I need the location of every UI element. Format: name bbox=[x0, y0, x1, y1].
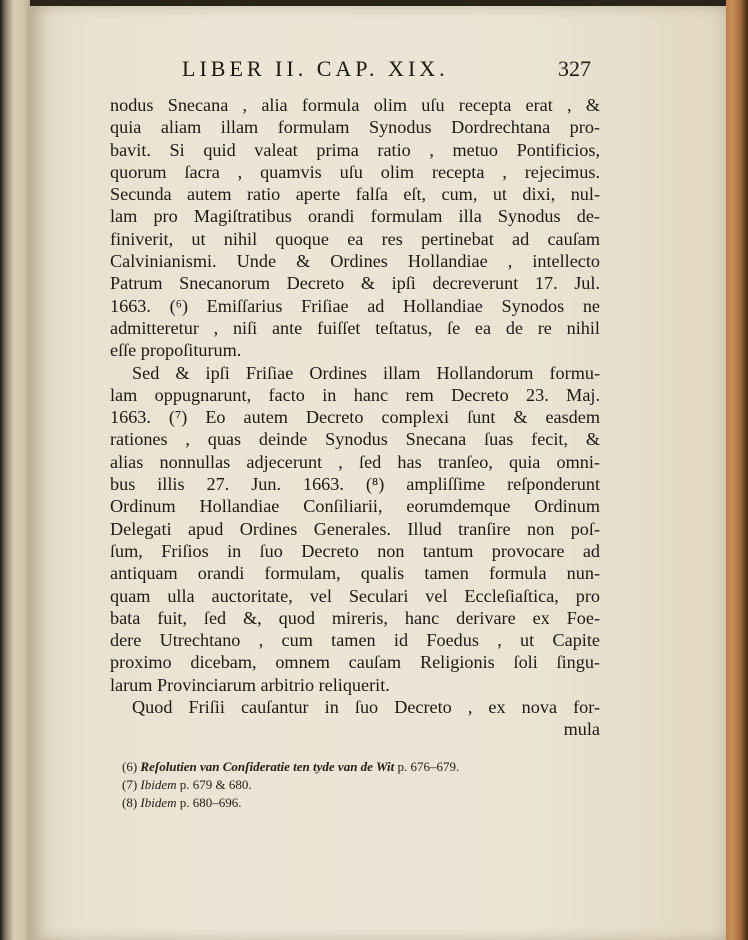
text-line: proximo dicebam, omnem cauſam Religionis ſoli ſingu- bbox=[110, 652, 600, 673]
book-page bbox=[30, 6, 726, 940]
text-line: 1663. (⁶) Emiſſarius Friſiae ad Hollandiae Synodos ne bbox=[110, 295, 600, 316]
body-text bbox=[110, 94, 600, 741]
footnote bbox=[122, 776, 562, 794]
text-line: quorum ſacra , quamvis uſu olim recepta , rejecimus. bbox=[110, 161, 600, 182]
page-number: 327 bbox=[558, 56, 591, 81]
footnote-reference: Reſolutien van Conſideratie ten tyde van de Wit bbox=[140, 759, 395, 774]
text-line: Sed & ipſi Friſiae Ordines illam Hollandorum formu- bbox=[132, 362, 600, 383]
text-line: Quod Friſii cauſantur in ſuo Decreto , ex nova for- bbox=[132, 697, 600, 718]
footnotes bbox=[122, 758, 562, 812]
text-line: 1663. (⁷) Eo autem Decreto complexi ſunt & easdem bbox=[110, 407, 600, 428]
text-line: quam ulla auctoritate, vel Seculari vel Eccleſiaſtica, pro bbox=[110, 585, 600, 606]
text-line: Calvinianismi. Unde & Ordines Hollandiae , intellecto bbox=[110, 251, 600, 272]
text-line: bata fuit, ſed &, quod mireris, hanc derivare ex Foe- bbox=[110, 607, 600, 628]
text-line: rationes , quas deinde Synodus Snecana ſuas fecit, & bbox=[110, 429, 600, 450]
text-line: bavit. Si quid valeat prima ratio , metuo Pontificios, bbox=[110, 139, 600, 160]
text-line: dere Utrechtano , cum tamen id Foedus , ut Capite bbox=[110, 630, 600, 651]
text-line: lam oppugnarunt, facto in hanc rem Decreto 23. Maj. bbox=[110, 384, 600, 405]
catchword: mula bbox=[563, 719, 600, 740]
footnote-mark: (8) bbox=[122, 795, 138, 810]
footnote bbox=[122, 794, 562, 812]
text-line: Ordinum Hollandiae Conſiliarii, eorumdemque Ordinum bbox=[110, 496, 600, 517]
footnote-location: p. 680–696. bbox=[179, 795, 242, 810]
text-line: quia aliam illam formulam Synodus Dordrechtana pro- bbox=[110, 117, 600, 138]
text-line: antiquam orandi formulam, qualis tamen formula nun- bbox=[110, 563, 600, 584]
text-line: nodus Snecana , alia formula olim uſu recepta erat , & bbox=[110, 95, 600, 115]
running-head bbox=[182, 56, 602, 82]
text-line: alias nonnullas adjecerunt , ſed has tranſeo, quia omni- bbox=[110, 451, 600, 472]
footnote-mark: (6) bbox=[122, 759, 138, 774]
running-title: LIBER II. CAP. XIX. bbox=[182, 56, 449, 81]
previous-page-edge bbox=[0, 0, 30, 940]
text-line: ſum, Friſios in ſuo Decreto non tantum provocare ad bbox=[110, 540, 600, 561]
text-line: bus illis 27. Jun. 1663. (⁸) ampliſſime reſponderunt bbox=[110, 474, 600, 495]
text-line: Secunda autem ratio aperte falſa eſt, cum, ut dixi, nul- bbox=[110, 184, 600, 205]
footnote-location: p. 676–679. bbox=[397, 759, 460, 774]
page-block-edge bbox=[726, 0, 748, 940]
text-line: admitteretur , niſi ante fuiſſet teſtatus, ſe ea de re nihil bbox=[110, 317, 600, 338]
footnote-location: p. 679 & 680. bbox=[179, 777, 252, 792]
text-line: lam pro Magiſtratibus orandi formulam illa Synodus de- bbox=[110, 206, 600, 227]
text-line: Delegati apud Ordines Generales. Illud tranſire non poſ- bbox=[110, 518, 600, 539]
footnote bbox=[122, 758, 562, 776]
text-line: finiverit, ut nihil quoque ea res pertinebat ad cauſam bbox=[110, 228, 600, 249]
footnote-mark: (7) bbox=[122, 777, 138, 792]
text-line: Patrum Snecanorum Decreto & ipſi decreverunt 17. Jul. bbox=[110, 273, 600, 294]
text-line: eſſe propoſiturum. bbox=[110, 340, 242, 361]
footnote-reference: Ibidem bbox=[140, 777, 177, 792]
footnote-reference: Ibidem bbox=[140, 795, 177, 810]
text-line: larum Provinciarum arbitrio reliquerit. bbox=[110, 674, 390, 695]
